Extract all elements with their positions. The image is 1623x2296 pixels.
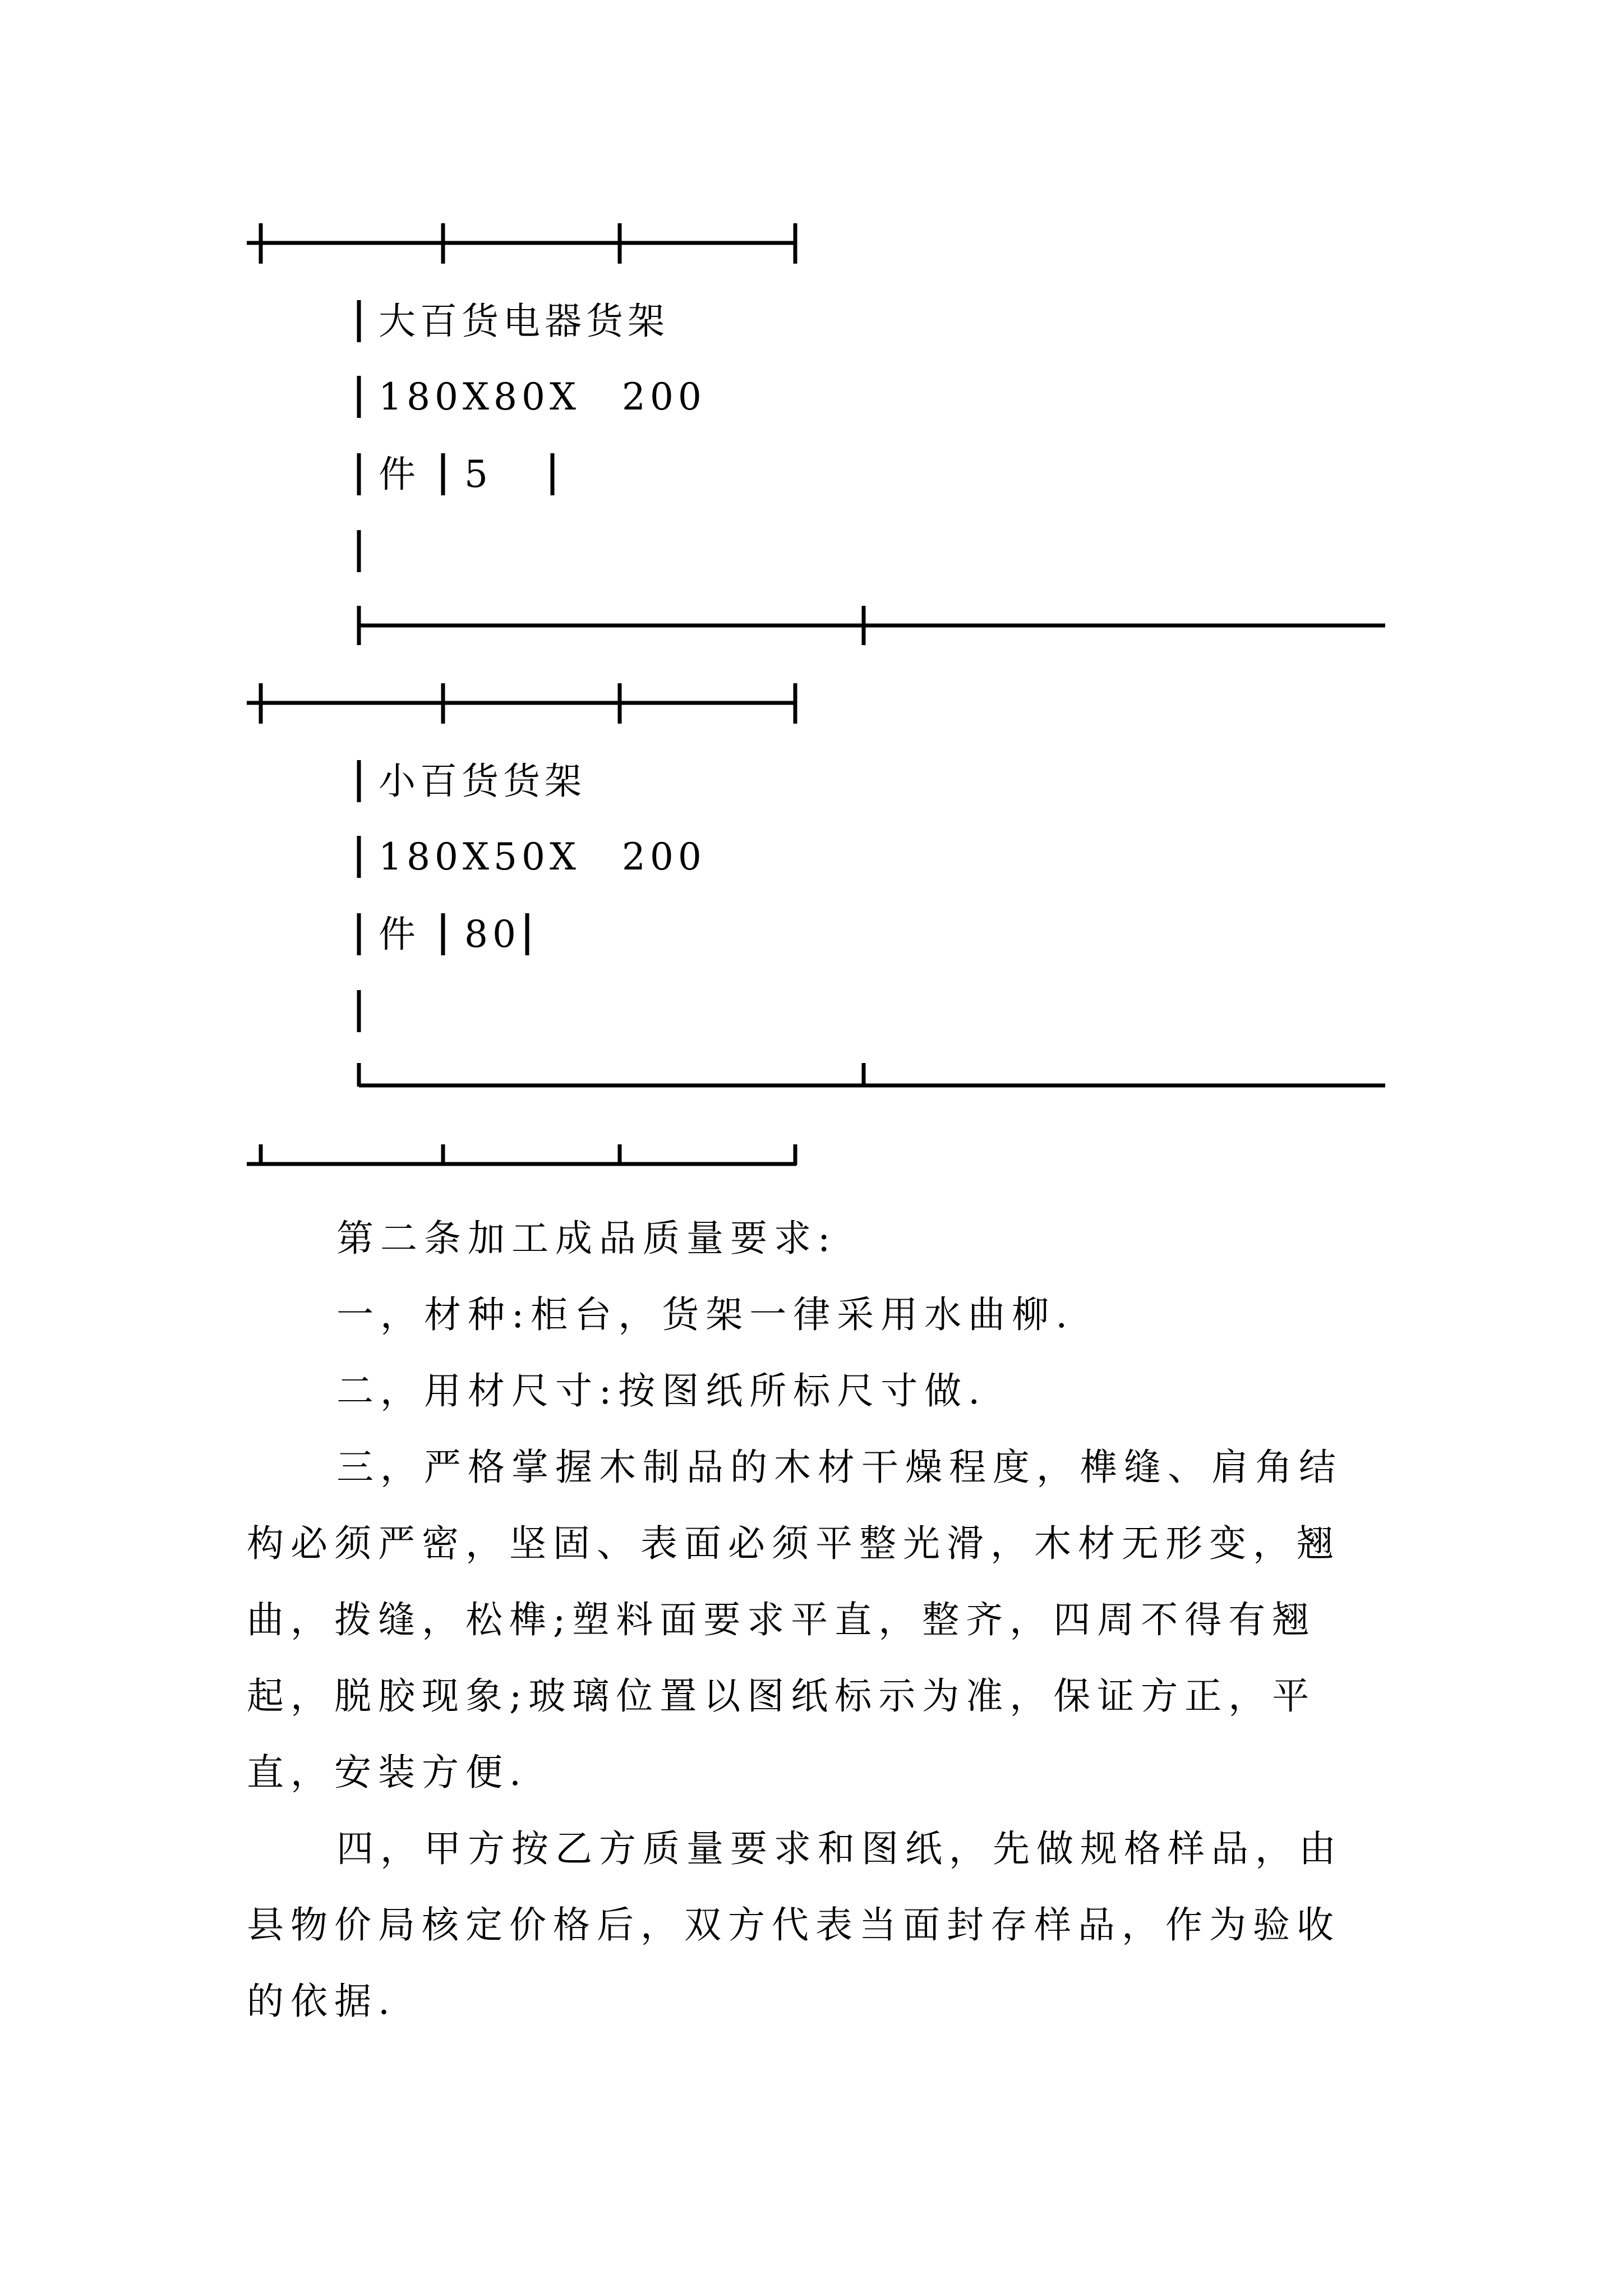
- item-name: 小百货货架: [379, 760, 586, 803]
- item-quantity: 80: [464, 913, 520, 956]
- article-item: 三，严格掌握木制品的木材干燥程度，榫缝、肩角结构必须严密，坚固、表面必须平整光滑，木材无形变，翘曲，拨缝，松榫;塑料面要求平直，整齐，四周不得有翘起，脱胶现象;玻璃位置以图纸标示为准，保证方正，平直，安装方便.: [247, 1446, 1343, 1794]
- article-item: 四，甲方按乙方质量要求和图纸，先做规格样品，由县物价局核定价格后，双方代表当面封存样品，作为验收的依据.: [247, 1827, 1343, 2023]
- article-heading: 第二条加工成品质量要求:: [336, 1217, 837, 1260]
- item-name: 大百货电器货架: [379, 300, 669, 343]
- item-unit: 件: [379, 913, 420, 956]
- item-size: 180X80X 200: [379, 375, 706, 418]
- item-quantity: 5: [464, 453, 492, 496]
- article-item: 一，材种:柜台，货架一律采用水曲柳.: [336, 1293, 1075, 1336]
- item-size: 180X50X 200: [379, 835, 706, 878]
- item-unit: 件: [379, 453, 420, 496]
- article-item: 二，用材尺寸:按图纸所标尺寸做.: [336, 1369, 987, 1412]
